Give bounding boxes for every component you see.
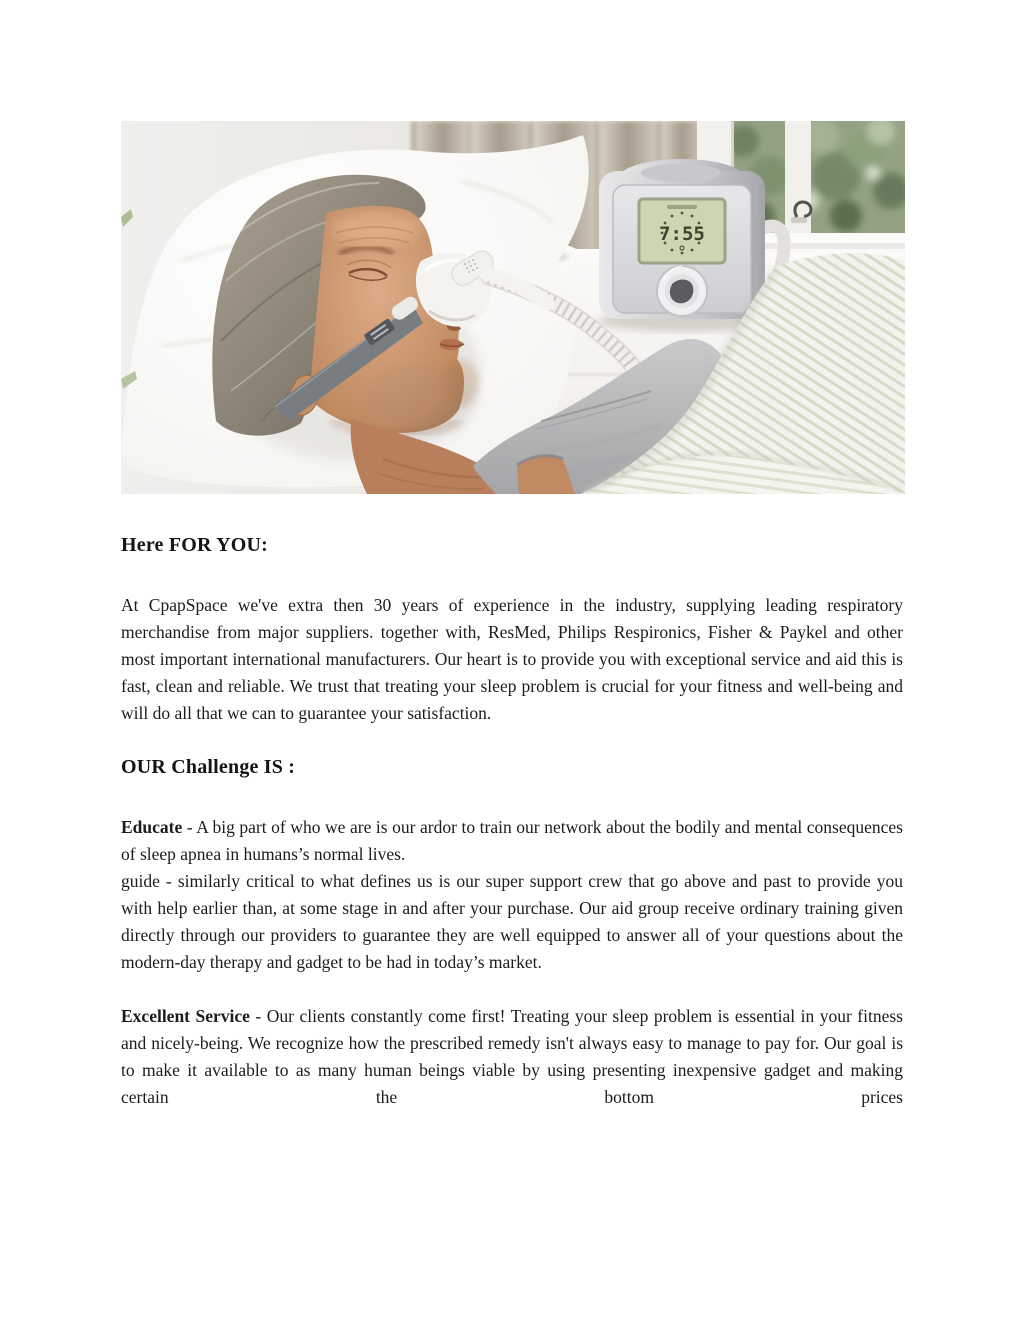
paragraph-intro: At CpapSpace we've extra then 30 years of experience in the industry, supplying leading respiratory merchandise from major suppliers. together with, ResMed, Philips Respironics, Fisher & Paykel and other most important international manufacturers. Our heart is to provide you with exceptional service and aid this is fast, clean and reliable. We trust that treating your sleep problem is crucial for your fitness and well-being and will do all that we can to guarantee your satisfaction. bbox=[121, 595, 903, 723]
paragraph-guide: guide - similarly critical to what defines us is our super support crew that go above and past to provide you with help earlier than, at some stage in and after your purchase. Our aid group receive ordinary training given directly through our providers to guarantee they are well equipped to answer all of your questions about the modern-day therapy and gadget to be had in today’s market. bbox=[121, 871, 903, 972]
paragraph-educate bbox=[121, 814, 903, 868]
section-heading-here-for-you: Here FOR YOU: bbox=[121, 534, 269, 556]
cpap-scene-illustration bbox=[121, 121, 905, 494]
machine-screen bbox=[639, 199, 725, 263]
machine-dial bbox=[657, 266, 707, 316]
excellent-service-lead: Excellent Service bbox=[121, 1006, 250, 1026]
paragraph-excellent-service bbox=[121, 1003, 903, 1111]
cpap-machine bbox=[598, 159, 774, 332]
section-heading-our-challenge: OUR Challenge IS : bbox=[121, 756, 296, 778]
educate-text: - A big part of who we are is our ardor to train our network about the bodily and mental consequences of sleep apnea in humans’s normal lives. bbox=[121, 817, 903, 864]
machine-clock: 7:55 bbox=[659, 223, 705, 245]
hero-photo bbox=[121, 121, 905, 494]
excellent-service-text: - Our clients constantly come first! Treating your sleep problem is essential in your fitness and nicely-being. We recognize how the prescribed remedy isn't always easy to manage to pay for. Our goal is to make it available to as many human beings viable by using presenting inexpensive gadget and making certain the bottom prices bbox=[121, 1006, 903, 1107]
educate-lead: Educate bbox=[121, 817, 183, 837]
